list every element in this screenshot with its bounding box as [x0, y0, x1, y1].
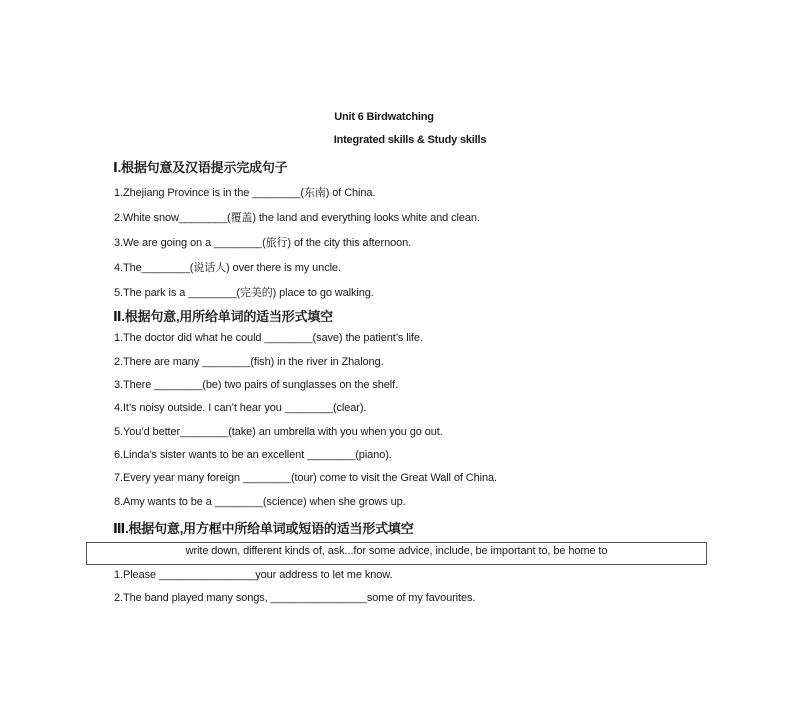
- section-3-item-2: 2.The band played many songs, ________________some of my favourites.: [114, 592, 476, 604]
- section-2-item-3: 3.There ________(be) two pairs of sunglasses on the shelf.: [114, 379, 399, 391]
- section-2-item-1: 1.The doctor did what he could ________(save) the patient’s life.: [114, 332, 423, 344]
- section-2-item-4: 4.It’s noisy outside. I can’t hear you ________(clear).: [114, 402, 367, 414]
- section-1-item-2: 2.White snow________(覆盖) the land and everything looks white and clean.: [114, 212, 480, 224]
- section-3-heading: Ⅲ.根据句意,用方框中所给单词或短语的适当形式填空: [113, 521, 414, 536]
- word-bank-box: write down, different kinds of, ask...for some advice, include, be important to, be home to: [86, 542, 707, 565]
- section-2-heading: Ⅱ.根据句意,用所给单词的适当形式填空: [113, 309, 333, 324]
- section-2-item-5: 5.You’d better________(take) an umbrella with you when you go out.: [114, 426, 443, 438]
- unit-title: Unit 6 Birdwatching: [334, 111, 434, 123]
- section-2-item-8: 8.Amy wants to be a ________(science) when she grows up.: [114, 496, 406, 508]
- section-2-item-6: 6.Linda’s sister wants to be an excellent ________(piano).: [114, 449, 392, 461]
- section-1-item-5: 5.The park is a ________(完美的) place to go walking.: [114, 287, 374, 299]
- section-1-item-4: 4.The________(说话人) over there is my uncle.: [114, 262, 341, 274]
- section-2-item-2: 2.There are many ________(fish) in the river in Zhalong.: [114, 356, 384, 368]
- section-1-item-1: 1.Zhejiang Province is in the ________(东南) of China.: [114, 187, 376, 199]
- section-3-item-1: 1.Please ________________your address to let me know.: [114, 569, 393, 581]
- section-1-heading: Ⅰ.根据句意及汉语提示完成句子: [113, 160, 288, 175]
- unit-subtitle: Integrated skills & Study skills: [333, 134, 487, 146]
- section-1-item-3: 3.We are going on a ________(旅行) of the city this afternoon.: [114, 237, 412, 249]
- section-2-item-7: 7.Every year many foreign ________(tour) come to visit the Great Wall of China.: [114, 472, 497, 484]
